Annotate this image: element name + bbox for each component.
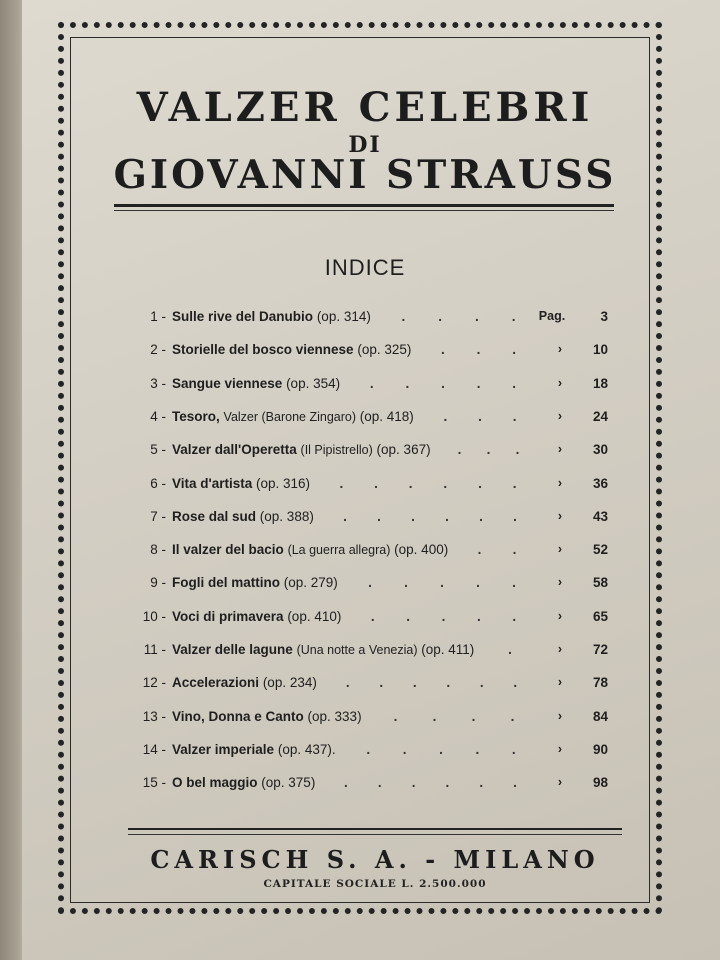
leader-dot: . [508,642,512,657]
index-heading: INDICE [324,255,406,280]
leader-dots [445,442,532,457]
entry-number: 12 - [142,675,166,691]
entry-page-prefix: › [557,475,563,490]
leader-dots [425,342,532,357]
entry-subtitle: (La guerra allegra) [287,543,391,558]
entry-page-prefix: › [557,542,563,557]
leader-dot: . [478,408,482,424]
title-line-1: VALZER CELEBRI [136,84,594,131]
entry-title: Tesoro, [172,408,220,424]
entry-page-number: 72 [592,642,608,657]
index-entry [140,376,610,400]
leader-dot: . [369,375,374,391]
leader-dot: . [471,708,476,724]
leader-dot: . [377,775,382,791]
entry-title: Il valzer del bacio [172,542,284,558]
leader-dot: . [513,508,517,524]
entry-page-number: 18 [592,375,608,391]
leader-dot: . [512,475,517,491]
leader-dots [376,709,532,724]
leader-dot: . [478,475,482,491]
footer-rule-thin [128,834,622,835]
entry-page-number: 58 [592,575,608,591]
leader-dot: . [475,741,480,757]
entry-opus: (op. 400) [394,542,449,558]
entry-title: Vita d'artista [172,475,253,491]
entry-number: 5 - [150,442,166,458]
leader-dot: . [512,575,516,591]
leader-dots [385,309,532,324]
entry-page-prefix: › [557,442,563,457]
entry-title: Valzer imperiale [172,741,275,757]
leader-dot: . [411,508,415,524]
leader-dots [354,376,532,391]
leader-dot: . [401,309,406,324]
index-entry [140,775,610,799]
leader-dot: . [439,741,443,757]
leader-dots [428,409,532,424]
entry-opus: (op. 316) [256,475,311,491]
index-entry [140,609,610,633]
entry-opus: (op. 234) [262,675,317,691]
entry-number: 9 - [150,575,166,591]
entry-text [172,575,338,590]
leader-dot: . [443,475,448,491]
index-entry [140,476,610,500]
leader-dot: . [515,442,520,458]
index-entry [140,642,610,666]
leader-dot: . [411,775,416,791]
entry-opus: (op. 325) [357,342,412,358]
leader-dots [352,575,532,590]
entry-opus: (op. 411) [421,642,475,657]
leader-dot: . [513,675,518,691]
entry-page-number: 43 [592,508,608,524]
entry-opus: (op. 418) [359,408,414,424]
leader-dot: . [512,342,517,358]
entry-page-number: 52 [592,542,608,558]
entry-subtitle: (Il Pipistrello) [300,443,373,458]
entry-text [172,342,411,357]
entry-number: 14 - [142,741,166,757]
index-entry [140,442,610,466]
entry-title: Voci di primavera [172,608,284,624]
entry-page-prefix: › [557,675,563,690]
leader-dot: . [440,575,444,591]
entry-title: Vino, Donna e Canto [172,708,304,724]
leader-dot: . [406,608,410,624]
entry-opus: (op. 279) [283,575,338,591]
leader-dot: . [441,608,446,624]
entry-subtitle: Valzer (Barone Zingaro) [223,409,356,424]
leader-dot: . [393,708,398,724]
entry-text [172,476,310,491]
leader-dot: . [408,475,413,491]
entry-subtitle: (Una notte a Venezia) [296,643,418,657]
entry-title: Rose dal sud [172,508,257,524]
entry-title: O bel maggio [172,775,258,791]
entry-page-prefix: › [557,508,563,523]
entry-title: Sulle rive del Danubio [172,309,314,324]
leader-dots [488,642,532,657]
leader-dot: . [479,675,484,691]
leader-dot: . [443,408,448,424]
entry-opus: (op. 375) [261,775,316,791]
leader-dot: . [441,375,445,391]
entry-page-prefix: › [557,342,563,357]
leader-dot: . [368,575,372,591]
entry-text [172,376,340,391]
leader-dot: . [366,741,371,757]
leader-dot: . [512,608,517,624]
entry-number: 11 - [143,642,166,657]
leader-dot: . [476,608,481,624]
entry-page-number: 3 [600,309,608,324]
leader-dot: . [440,342,445,358]
entry-title: Fogli del mattino [172,575,280,591]
leader-dots [462,542,532,557]
entry-number: 7 - [150,508,166,524]
leader-dot: . [479,508,483,524]
leader-dot: . [446,675,451,691]
leader-dot: . [511,309,516,324]
leader-dot: . [374,475,378,491]
entry-page-number: 84 [592,708,608,724]
entry-text [172,309,371,324]
leader-dots [355,609,532,624]
entry-title: Accelerazioni [172,675,260,691]
index-entry [140,675,610,699]
leader-dot: . [445,508,449,524]
entry-opus: (op. 354) [286,375,341,391]
entry-page-prefix: › [557,775,563,790]
entry-opus: (op. 314) [316,309,371,324]
entry-text [172,542,448,557]
leader-dot: . [412,675,417,691]
entry-number: 6 - [150,475,166,491]
leader-dots [324,476,532,491]
entry-number: 4 - [150,408,166,424]
footer-rule-thick [128,828,622,830]
index-entry [140,409,610,433]
index-entry [140,575,610,599]
leader-dot: . [512,408,517,424]
leader-dot: . [377,508,381,524]
leader-dots [328,509,532,524]
leader-dot: . [379,675,384,691]
entry-text [172,442,431,457]
entry-page-prefix: › [557,741,563,756]
leader-dot: . [432,708,437,724]
entry-page-number: 24 [592,408,608,424]
index-entry [140,342,610,366]
entry-number: 15 - [142,775,166,791]
leader-dot: . [510,708,515,724]
leader-dot: . [445,775,450,791]
entry-page-prefix: › [557,608,563,623]
entry-page-number: 10 [592,342,608,358]
entry-title: Valzer delle lagune [172,642,293,657]
leader-dot: . [476,575,480,591]
entry-text [172,775,315,790]
entry-page-number: 65 [592,608,608,624]
entry-page-number: 30 [592,442,608,458]
leader-dot: . [476,342,481,358]
entry-page-prefix: Pag. [538,309,566,323]
entry-number: 10 - [142,608,166,624]
entry-text [172,409,414,424]
entry-number: 1 - [150,309,166,324]
entry-number: 3 - [150,375,166,391]
entry-opus: (op. 437). [277,741,336,757]
leader-dot: . [474,309,479,324]
index-entry [140,309,610,333]
index-entry [140,742,610,766]
entry-opus: (op. 388) [259,508,314,524]
index-entry [140,509,610,533]
title-line-2: GIOVANNI STRAUSS [113,152,617,198]
entry-number: 2 - [150,342,166,358]
entry-page-number: 78 [592,675,608,691]
leader-dots [329,775,532,790]
leader-dot: . [476,375,481,391]
leader-dots [331,675,532,690]
index-entry [140,709,610,733]
leader-dot: . [343,508,347,524]
entry-page-prefix: › [557,575,563,590]
entry-title: Valzer dall'Operetta [172,442,297,458]
index-entry [140,542,610,566]
leader-dot: . [512,375,517,391]
leader-dot: . [405,375,410,391]
entry-title: Storielle del bosco viennese [172,342,354,358]
entry-number: 8 - [150,542,166,558]
entry-text [172,742,336,757]
publisher-capital: CAPITALE SOCIALE L. 2.500.000 [263,878,487,890]
entry-text [172,509,314,524]
entry-page-number: 98 [592,775,608,791]
leader-dot: . [511,741,516,757]
leader-dot: . [404,575,408,591]
leader-dot: . [438,309,442,324]
entry-page-number: 36 [592,475,608,491]
leader-dot: . [344,775,348,791]
entry-opus: (op. 410) [287,608,342,624]
entry-opus: (op. 333) [307,708,362,724]
leader-dot: . [402,741,407,757]
leader-dot: . [457,442,462,458]
entry-title: Sangue viennese [172,375,283,391]
entry-text [172,609,341,624]
entry-page-prefix: › [557,708,563,723]
entry-page-number: 90 [592,741,608,757]
leader-dot: . [345,675,350,691]
leader-dot: . [370,608,375,624]
leader-dot: . [513,775,517,791]
leader-dot: . [479,775,484,791]
entry-text [172,675,317,690]
entry-page-prefix: › [557,642,563,656]
entry-number: 13 - [142,708,166,724]
entry-page-prefix: › [557,408,563,423]
leader-dot: . [339,475,344,491]
leader-dots [350,742,532,757]
entry-text [172,709,362,724]
publisher-name: CARISCH S. A. - MILANO [150,845,600,874]
leader-dot: . [477,542,482,558]
leader-dot: . [486,442,491,458]
entry-text [172,642,474,657]
entry-page-prefix: › [557,375,563,390]
leader-dot: . [512,542,517,558]
title-di: DI [348,132,382,158]
entry-opus: (op. 367) [376,442,431,458]
